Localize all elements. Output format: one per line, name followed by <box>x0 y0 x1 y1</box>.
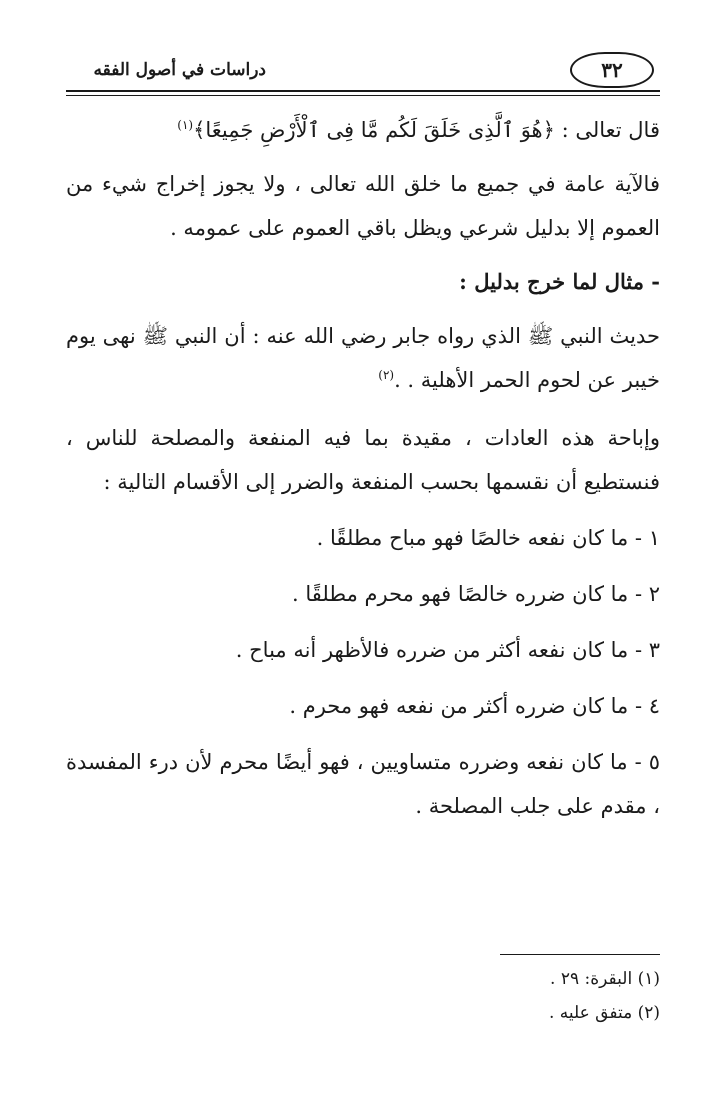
list-item-5: ٥ - ما كان نفعه وضرره متساويين ، فهو أيضًا محرم لأن درء المفسدة ، مقدم على جلب المصلحة . <box>66 750 660 818</box>
footnote-ref-1: (١) <box>177 118 194 132</box>
list-item-2: ٢ - ما كان ضرره خالصًا فهو محرم مطلقًا . <box>292 582 660 606</box>
section-heading: - مثال لما خرج بدليل : <box>459 269 660 294</box>
list-item-3: ٣ - ما كان نفعه أكثر من ضرره فالأظهر أنه مباح . <box>235 638 660 662</box>
footnote-2: (٢) متفق عليه . <box>548 1003 660 1023</box>
paragraph-2 <box>66 314 660 402</box>
paragraph-1: فالآية عامة في جميع ما خلق الله تعالى ، ولا يجوز إخراج شيء من العموم إلا بدليل شرعي ويظل باقي العموم على عمومه . <box>66 172 660 240</box>
header-rule-thick <box>66 90 660 92</box>
footnote-ref-2: (٢) <box>378 368 395 382</box>
verse-text: قال تعالى : ﴿هُوَ ٱلَّذِى خَلَقَ لَكُم مَّا فِى ٱلْأَرْضِ جَمِيعًا﴾ <box>193 118 660 142</box>
book-title: دراسات في أصول الفقه <box>93 60 266 80</box>
footnotes <box>66 962 660 1030</box>
body-text <box>66 108 660 828</box>
page-number: ٣٢ <box>601 58 623 82</box>
header-rule-thin <box>66 95 660 96</box>
paragraph-3: وإباحة هذه العادات ، مقيدة بما فيه المنفعة والمصلحة للناس ، فنستطيع أن نقسمها بحسب المنفعة والضرر إلى الأقسام التالية : <box>66 426 660 494</box>
list-item-4: ٤ - ما كان ضرره أكثر من نفعه فهو محرم . <box>289 694 660 718</box>
page-number-badge <box>570 52 654 88</box>
list-item-1: ١ - ما كان نفعه خالصًا فهو مباح مطلقًا . <box>316 526 660 550</box>
page-header <box>66 50 660 94</box>
paragraph-2-text: حديث النبي ﷺ الذي رواه جابر رضي الله عنه : أن النبي ﷺ نهى يوم خيبر عن لحوم الحمر الأهلية . . <box>66 324 660 392</box>
footnote-separator <box>500 954 660 955</box>
verse-line <box>66 108 660 152</box>
footnote-1: (١) البقرة: ٢٩ . <box>550 969 660 989</box>
